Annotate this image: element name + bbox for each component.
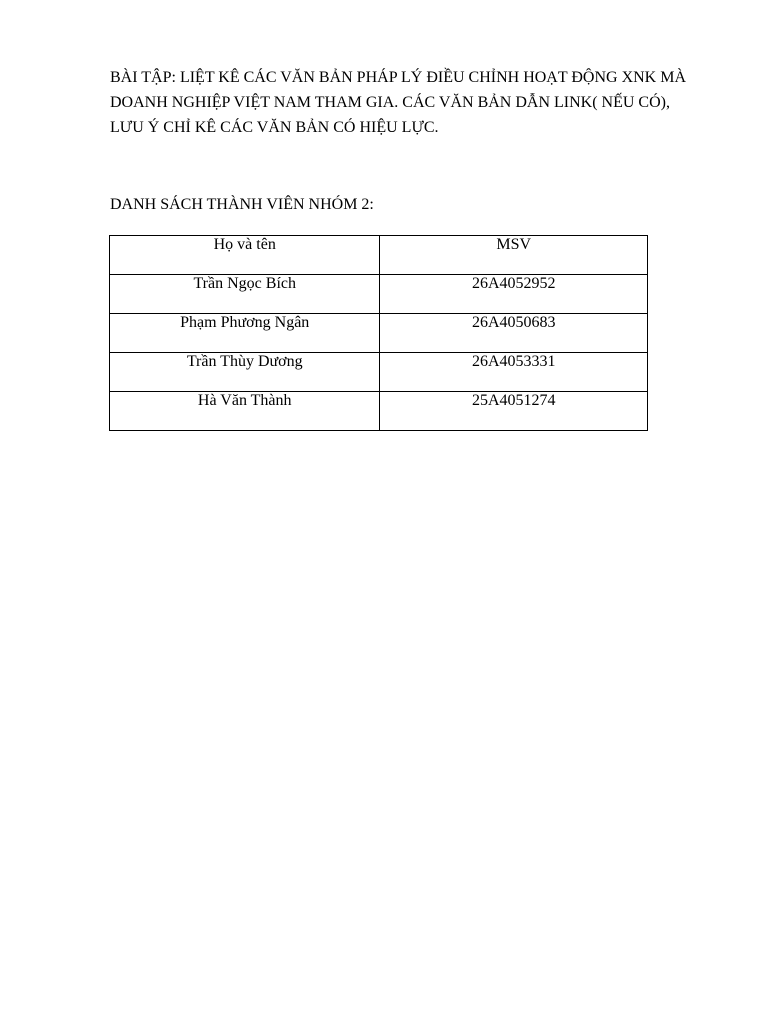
member-msv-cell [380,353,648,392]
table-row [110,353,648,392]
column-header-msv-label: MSV [496,236,532,253]
table-header-row [110,236,648,275]
member-list-heading: DANH SÁCH THÀNH VIÊN NHÓM 2: [110,196,374,213]
table-row [110,392,648,431]
member-name: Trần Thùy Dương [186,353,303,370]
member-msv: 26A4052952 [471,275,556,292]
member-name-cell [110,314,380,353]
column-header-name-label: Họ và tên [213,236,276,253]
member-name: Trần Ngọc Bích [193,275,296,292]
member-name-cell [110,392,380,431]
member-msv-cell [380,314,648,353]
column-header-msv [380,236,648,275]
member-name: Phạm Phương Ngân [180,314,310,331]
member-msv: 26A4050683 [471,314,556,331]
member-msv-cell [380,275,648,314]
table-row [110,275,648,314]
member-name-cell [110,275,380,314]
member-msv: 25A4051274 [471,392,556,409]
assignment-text: BÀI TẬP: LIỆT KÊ CÁC VĂN BẢN PHÁP LÝ ĐIỀU CHỈNH HOẠT ĐỘNG XNK MÀ DOANH NGHIỆP VIỆT NAM THAM GIA. CÁC VĂN BẢN DẪN LINK( NẾU CÓ), LƯU Ý CHỈ KÊ CÁC VĂN BẢN CÓ HIỆU LỰC. [110,69,687,136]
member-name-cell [110,353,380,392]
table-row [110,314,648,353]
column-header-name [110,236,380,275]
member-table [109,235,648,431]
member-name: Hà Văn Thành [197,392,292,409]
member-msv: 26A4053331 [471,353,556,370]
member-msv-cell [380,392,648,431]
